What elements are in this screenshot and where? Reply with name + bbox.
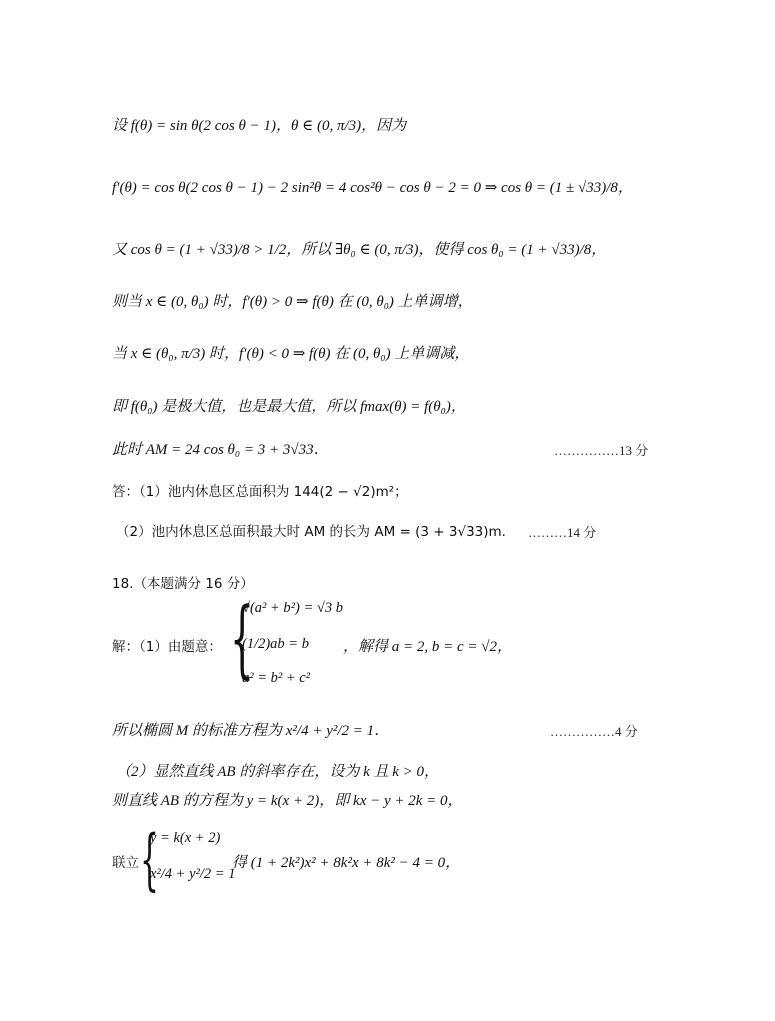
system2-row1: y = k(x + 2) xyxy=(150,830,221,846)
line-derivative: f′(θ) = cos θ(2 cos θ − 1) − 2 sin²θ = 4 cos²θ − cos θ − 2 = 0 ⇒ cos θ = (1 ± √33)/8， xyxy=(112,180,633,196)
line-ellipse-equation: 所以椭圆 M 的标准方程为 x²/4 + y²/2 = 1． xyxy=(112,723,390,739)
line-slope: （2）显然直线 AB 的斜率存在，设为 k 且 k > 0， xyxy=(116,764,440,780)
line-maximum: 即 f(θ₀) 是极大值，也是最大值，所以 fmax(θ) = f(θ₀)， xyxy=(112,399,466,415)
line-answer-2: （2）池内休息区总面积最大时 AM 的长为 AM = (3 + 3√33)m． xyxy=(116,524,516,540)
line-combined-equation: 得 (1 + 2k²)x² + 8k²x + 8k² − 4 = 0， xyxy=(232,855,461,871)
line-answer-1: 答：（1）池内休息区总面积为 144(2 − √2)m²； xyxy=(112,484,408,500)
line-solution-1-label: 解：（1）由题意： xyxy=(112,639,222,655)
left-brace: { xyxy=(230,589,255,687)
score-14: ………14 分 xyxy=(528,525,597,540)
score-4: ……………4 分 xyxy=(550,724,638,739)
system1-row2: (1/2)ab = b xyxy=(242,636,309,652)
line-increasing: 则当 x ∈ (0, θ₀) 时，f′(θ) > 0 ⇒ f(θ) 在 (0, θ₀) 上单调增， xyxy=(112,294,473,310)
line-combine-label: 联立 xyxy=(112,855,139,871)
score-13: ……………13 分 xyxy=(554,443,649,458)
line-decreasing: 当 x ∈ (θ₀, π/3) 时，f′(θ) < 0 ⇒ f(θ) 在 (0, θ₀) 上单调减， xyxy=(112,346,470,362)
line-define-f: 设 f(θ) = sin θ(2 cos θ − 1)，θ ∈ (0, π/3)，因为 xyxy=(112,118,407,134)
line-am-value: 此时 AM = 24 cos θ₀ = 3 + 3√33． xyxy=(112,442,329,458)
system1-row3: a² = b² + c² xyxy=(242,670,311,686)
equation-system-2 xyxy=(140,821,236,901)
system1-row1: √(a² + b²) = √3 b xyxy=(242,600,343,616)
equation-system-1 xyxy=(230,589,343,694)
left-brace: { xyxy=(140,821,159,898)
line-theta0: 又 cos θ = (1 + √33)/8 > 1/2，所以 ∃θ₀ ∈ (0, π/3)，使得 cos θ₀ = (1 + √33)/8， xyxy=(112,242,607,258)
problem-18-heading: 18.（本题满分 16 分） xyxy=(112,576,254,592)
line-solution-1-result: ，解得 a = 2, b = c = √2， xyxy=(343,639,513,655)
line-line-equation: 则直线 AB 的方程为 y = k(x + 2)，即 kx − y + 2k = 0， xyxy=(112,793,463,809)
system2-row2: x²/4 + y²/2 = 1 xyxy=(150,866,236,882)
